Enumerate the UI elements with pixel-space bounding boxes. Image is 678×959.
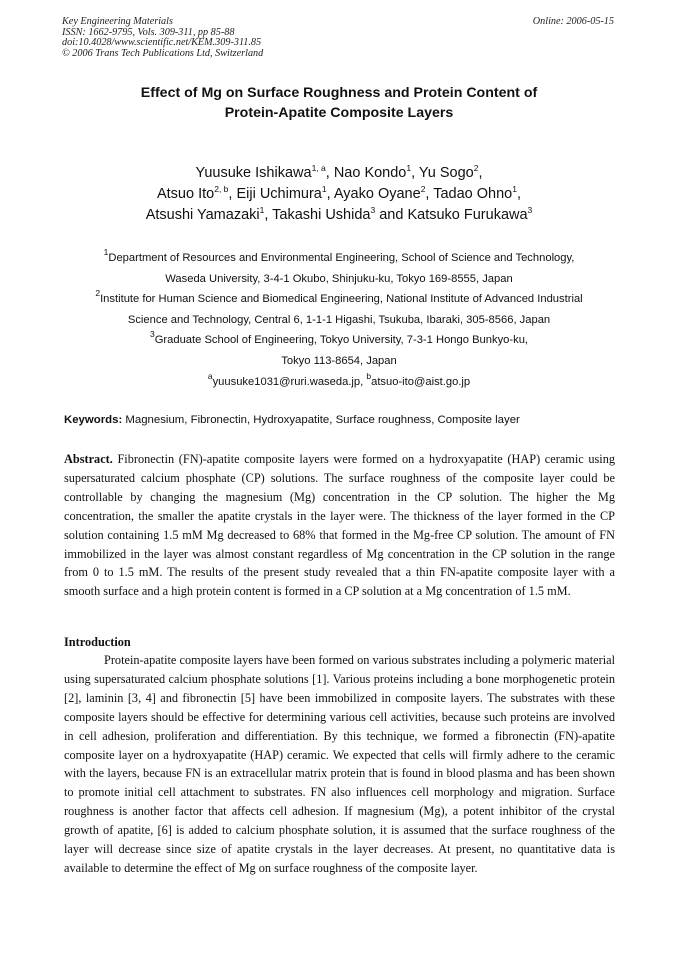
author-separator: and (375, 207, 408, 223)
paper-title (60, 84, 618, 123)
journal-header (62, 17, 614, 59)
title-line-2: Protein-Apatite Composite Layers (224, 104, 454, 121)
affil-text: Graduate School of Engineering, Tokyo University, 7-3-1 Hongo Bunkyo-ku, (154, 334, 529, 347)
keywords (64, 413, 616, 427)
journal-name: Key Engineering Materials (62, 16, 173, 27)
author-line-1 (60, 163, 618, 184)
email-b: atsuo-ito@aist.go.jp (371, 375, 471, 388)
author-name: Yu Sogo (418, 165, 474, 181)
author-name: Tadao Ohno (433, 186, 513, 202)
affiliation-3-line-1 (60, 330, 618, 351)
author-affil-mark: 3 (370, 205, 376, 215)
author-affil-mark: 1, a (311, 163, 326, 173)
author-affil-mark: 1 (406, 163, 412, 173)
keywords-text: Magnesium, Fibronectin, Hydroxyapatite, Surface roughness, Composite layer (122, 414, 520, 426)
author-name: Nao Kondo (333, 165, 407, 181)
author-separator: , (516, 186, 521, 202)
author-separator: , (325, 165, 334, 181)
author-list (60, 163, 618, 226)
affiliation-3-line-2: Tokyo 113-8654, Japan (281, 354, 397, 367)
author-name: Eiji Uchimura (236, 186, 322, 202)
author-separator: , (425, 186, 434, 202)
affil-mark: 3 (149, 329, 155, 340)
affiliations (60, 248, 618, 392)
author-separator: , (264, 207, 273, 223)
affiliation-1-line-2: Waseda University, 3-4-1 Okubo, Shinjuku-ku, Tokyo 169-8555, Japan (165, 272, 513, 285)
journal-copyright: © 2006 Trans Tech Publications Ltd, Switzerland (62, 47, 264, 59)
author-affil-mark: 1 (259, 205, 265, 215)
author-name: Yuusuke Ishikawa (195, 165, 312, 181)
email-line (60, 372, 618, 393)
email-mark: a (207, 370, 213, 381)
author-name: Katsuko Furukawa (407, 207, 528, 223)
journal-doi: doi:10.4028/www.scientific.net/KEM.309-311.85 (62, 37, 262, 49)
author-affil-mark: 1 (512, 184, 517, 194)
author-line-3 (60, 205, 618, 226)
journal-issn: ISSN: 1662-9795, Vols. 309-311, pp 85-88 (62, 26, 235, 38)
author-separator: , (478, 165, 483, 181)
affil-mark: 2 (95, 288, 101, 299)
online-date: Online: 2006-05-15 (532, 16, 614, 27)
abstract (64, 450, 615, 601)
email-mark: b (366, 370, 372, 381)
author-affil-mark: 3 (527, 205, 533, 215)
abstract-label: Abstract. (64, 452, 113, 466)
email-a: yuusuke1031@ruri.waseda.jp, (212, 375, 367, 388)
author-name: Takashi Ushida (272, 207, 371, 223)
author-name: Ayako Oyane (333, 186, 421, 202)
affiliation-1-line-1 (60, 248, 618, 269)
author-affil-mark: 2, b (214, 184, 229, 194)
author-separator: , (228, 186, 237, 202)
affil-text: Department of Resources and Environmental Engineering, School of Science and Technology, (108, 252, 575, 264)
affiliation-2-line-2: Science and Technology, Central 6, 1-1-1 Higashi, Tsukuba, Ibaraki, 305-8566, Japan (127, 313, 551, 326)
introduction-heading: Introduction (64, 635, 131, 649)
author-affil-mark: 2 (420, 184, 426, 194)
author-affil-mark: 1 (321, 184, 327, 194)
title-line-1: Effect of Mg on Surface Roughness and Protein Content of (140, 85, 538, 101)
abstract-text: Fibronectin (FN)-apatite composite layers were formed on a hydroxyapatite (HAP) ceramic using supersaturated calcium phosphate (CP) solutions. The surface roughness of the composite layer could be controllable by changing the magnesium (Mg) concentration in the CP solution. The higher the Mg concentration, the smaller the apatite crystals in the layer were. The thickness of the layer formed in the CP solution containing 1.5 mM Mg decreased to 68% that formed in the Mg-free CP solution. The amount of FN immobilized in the layer was almost constant regardless of Mg concentration in the CP solution in the range from 0 to 1.5 mM. The results of the present study revealed that a thin FN-apatite composite layer with a smooth surface and a high protein content is formed in a CP solution at a Mg concentration of 1.5 mM. (64, 452, 615, 599)
author-separator: , (326, 186, 334, 202)
author-affil-mark: 2 (473, 163, 479, 173)
author-name: Atsuo Ito (156, 186, 215, 202)
affil-mark: 1 (103, 247, 109, 257)
keywords-label: Keywords: (64, 414, 123, 426)
author-name: Atsushi Yamazaki (145, 207, 260, 223)
author-line-2 (60, 184, 618, 205)
introduction-text: Protein-apatite composite layers have been formed on various substrates including a polymeric material using supersaturated calcium phosphate solutions [1]. Various proteins including a bone morphogenetic protein [2], laminin [3, 4] and fibronectin [5] have been immobilized in composite layers. The substrates with these composite layers should be effective for determining various cell activities, because such proteins are involved in cell adhesion, proliferation and differentiation. By this technique, we formed a fibronectin (FN)-apatite composite layer on a hydroxyapatite (HAP) ceramic. We expected that cells will firmly adhere to the ceramic with the layers, because FN is an extracellular matrix protein that is found in blood plasma and has been shown to promote initial cell attachment to substrates. FN also influences cell morphology and migration. Surface roughness is another factor that affects cell adhesion. If magnesium (Mg), a potent inhibitor of the crystal growth of apatite, [6] is added to calcium phosphate solution, it is assumed that the surface roughness of the layer will decrease since size of apatite crystals in the layer decreases. At present, no quantitative data is available to determine the effect of Mg on surface roughness of the composite layer. (64, 653, 615, 875)
affiliation-2-line-1 (60, 289, 618, 310)
affil-text: Institute for Human Science and Biomedical Engineering, National Institute of Advanced Industrial (100, 293, 583, 306)
author-separator: , (411, 165, 419, 181)
